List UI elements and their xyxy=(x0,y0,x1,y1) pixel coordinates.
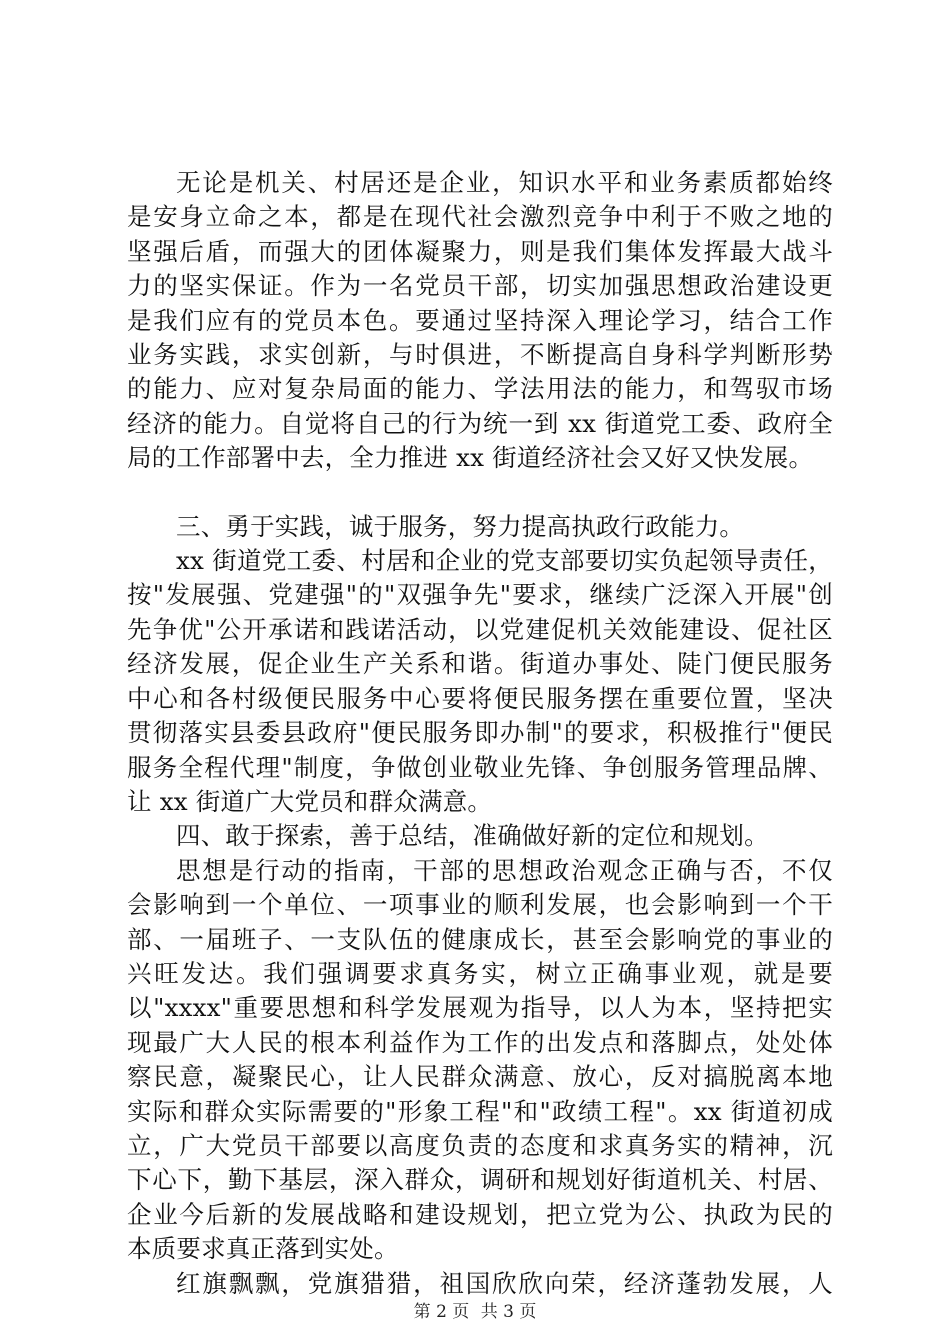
text-line: 的能力、应对复杂局面的能力、学法用法的能力，和驾驭市场 xyxy=(127,374,833,404)
text-line: 下心下，勤下基层，深入群众，调研和规划好街道机关、村居、 xyxy=(127,1165,833,1195)
page-number: 第 2 页 xyxy=(413,1302,470,1322)
text-line: 企业今后新的发展战略和建设规划，把立党为公、执政为民的 xyxy=(127,1199,833,1229)
document-body xyxy=(127,166,833,1301)
text-line: 会影响到一个单位、一项事业的顺利发展，也会影响到一个干 xyxy=(127,890,833,920)
text-line: 部、一届班子、一支队伍的健康成长，甚至会影响党的事业的 xyxy=(127,924,833,954)
section-heading-four xyxy=(127,819,833,853)
page-footer xyxy=(0,1302,950,1322)
page-total: 共 3 页 xyxy=(480,1302,537,1322)
text-line: 红旗飘飘，党旗猎猎，祖国欣欣向荣，经济蓬勃发展，人 xyxy=(176,1268,833,1298)
paragraph-knowledge xyxy=(127,166,833,476)
text-line: 先争优"公开承诺和践诺活动，以党建促机关效能建设、促社区 xyxy=(127,614,833,644)
text-line: 实际和群众实际需要的"形象工程"和"政绩工程"。xx 街道初成 xyxy=(127,1096,833,1126)
paragraph-closing xyxy=(127,1267,833,1301)
text-line: 中心和各村级便民服务中心要将便民服务摆在重要位置，坚决 xyxy=(127,683,833,713)
text-line: 三、勇于实践，诚于服务，努力提高执政行政能力。 xyxy=(176,511,745,541)
text-line: 无论是机关、村居还是企业，知识水平和业务素质都始终 xyxy=(176,168,833,197)
text-line: 本质要求真正落到实处。 xyxy=(127,1234,399,1264)
text-line: 经济的能力。自觉将自己的行为统一到 xx 街道党工委、政府全 xyxy=(127,408,833,438)
text-line: 力的坚实保证。作为一名党员干部，切实加强思想政治建设更 xyxy=(127,271,833,301)
text-line: 让 xx 街道广大党员和群众满意。 xyxy=(127,786,493,816)
text-line: 四、敢于探索，善于总结，准确做好新的定位和规划。 xyxy=(176,821,769,851)
text-line: 思想是行动的指南，干部的思想政治观念正确与否，不仅 xyxy=(176,855,833,885)
text-line: 以"xxxx"重要思想和科学发展观为指导，以人为本，坚持把实 xyxy=(127,993,833,1023)
text-line: 贯彻落实县委县政府"便民服务即办制"的要求，积极推行"便民 xyxy=(127,718,833,748)
paragraph-gap xyxy=(127,476,833,510)
text-line: 按"发展强、党建强"的"双强争先"要求，继续广泛深入开展"创 xyxy=(127,580,833,610)
text-line: 兴旺发达。我们强调要求真务实，树立正确事业观，就是要 xyxy=(127,958,833,988)
section-heading-three xyxy=(127,510,833,544)
text-line: 现最广大人民的根本利益作为工作的出发点和落脚点，处处体 xyxy=(127,1027,833,1057)
text-line: 是我们应有的党员本色。要通过坚持深入理论学习，结合工作 xyxy=(127,305,833,335)
text-line: xx 街道党工委、村居和企业的党支部要切实负起领导责任， xyxy=(176,546,833,576)
text-line: 是安身立命之本，都是在现代社会激烈竞争中利于不败之地的 xyxy=(127,202,833,232)
text-line: 服务全程代理"制度，争做创业敬业先锋、争创服务管理品牌、 xyxy=(127,752,833,782)
text-line: 局的工作部署中去，全力推进 xx 街道经济社会又好又快发展。 xyxy=(127,443,814,473)
text-line: 立，广大党员干部要以高度负责的态度和求真务实的精神，沉 xyxy=(127,1130,833,1160)
paragraph-service xyxy=(127,544,833,819)
text-line: 经济发展，促企业生产关系和谐。街道办事处、陡门便民服务 xyxy=(127,649,833,679)
text-line: 业务实践，求实创新，与时俱进，不断提高自身科学判断形势 xyxy=(127,340,833,370)
text-line: 察民意，凝聚民心，让人民群众满意、放心，反对搞脱离本地 xyxy=(127,1062,833,1092)
paragraph-thinking xyxy=(127,854,833,1267)
text-line: 坚强后盾，而强大的团体凝聚力，则是我们集体发挥最大战斗 xyxy=(127,236,833,266)
